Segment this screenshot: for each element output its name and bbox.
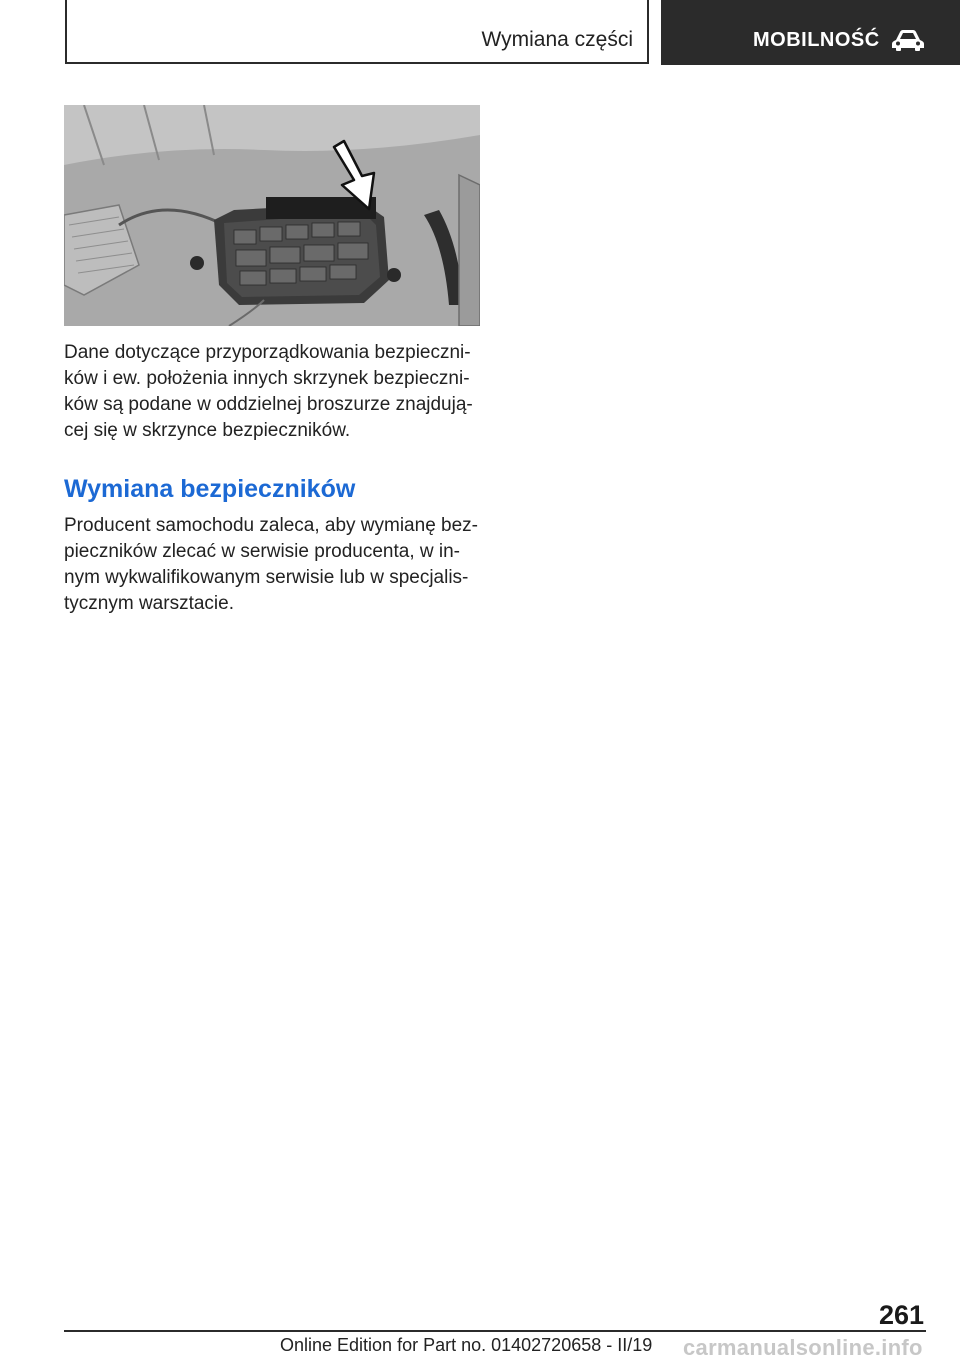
header-section-box — [65, 0, 649, 64]
car-icon — [891, 28, 925, 52]
text-line: pieczników zlecać w serwisie producenta, w in‐ — [64, 541, 460, 562]
text-line: tycznym warsztacie. — [64, 593, 234, 614]
footer-divider — [64, 1330, 926, 1332]
paragraph-fuse-info — [64, 340, 480, 444]
section-title: Wymiana części — [481, 28, 633, 51]
fuse-box-figure — [64, 105, 480, 326]
text-line: Producent samochodu zaleca, aby wymianę bez‐ — [64, 515, 479, 536]
text-line: Dane dotyczące przyporządkowania bezpieczni‐ — [64, 342, 471, 363]
paragraph-fuse-replacement — [64, 513, 480, 617]
section-heading: Wymiana bezpieczników — [64, 475, 356, 503]
text-line: nym wykwalifikowanym serwisie lub w specjalis‐ — [64, 567, 469, 588]
watermark: carmanualsonline.info — [683, 1335, 923, 1360]
chapter-title: MOBILNOŚĆ — [753, 29, 880, 51]
text-line: ków są podane w oddzielnej broszurze znajdują‐ — [64, 394, 473, 415]
text-line: cej się w skrzynce bezpieczników. — [64, 420, 351, 441]
page-number: 261 — [878, 1300, 924, 1330]
text-line: ków i ew. położenia innych skrzynek bezpieczni‐ — [64, 368, 470, 389]
footer-edition: Online Edition for Part no. 01402720658 - II/19 — [280, 1335, 653, 1355]
header-chapter-box — [661, 0, 960, 65]
